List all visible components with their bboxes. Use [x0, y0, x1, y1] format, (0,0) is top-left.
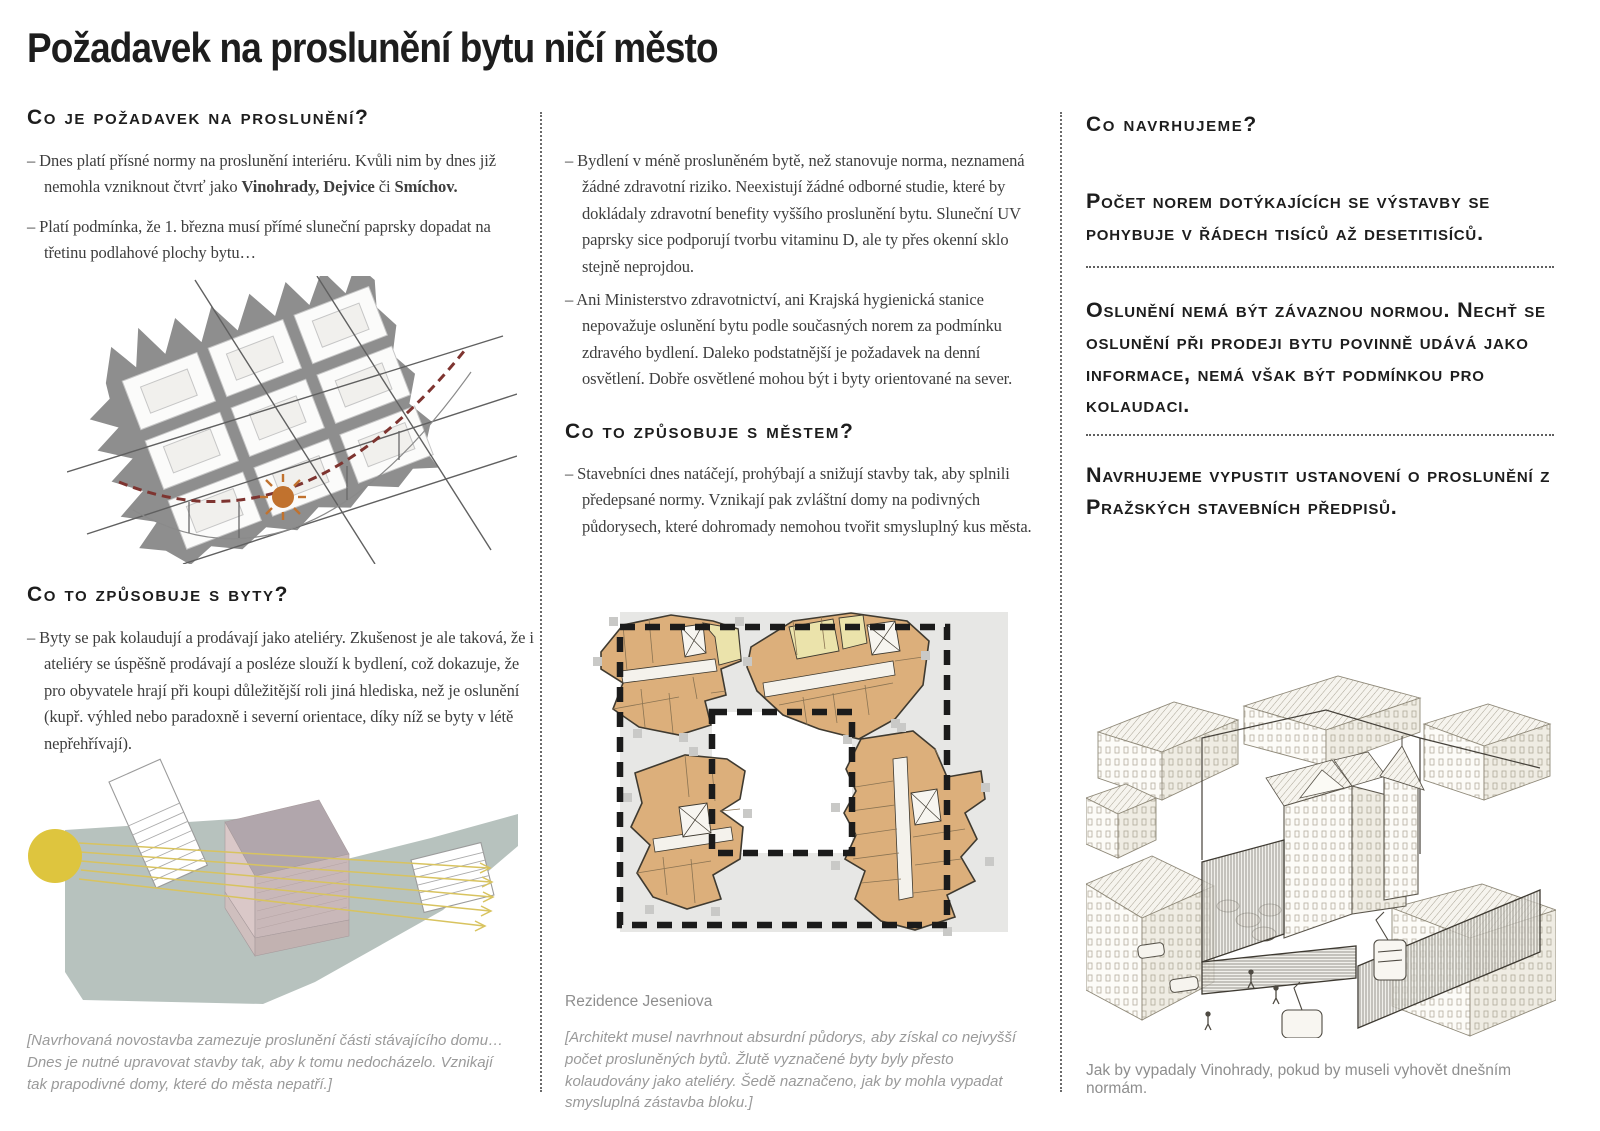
statement-not-binding: Oslunění nemá být závaznou normou. Nechť se oslunění při prodeji bytu povinně udává jako informace, nemá však být podmínkou pro kolaudaci. — [1086, 298, 1546, 418]
figure-caption-vinohrady: Jak by vypadaly Vinohrady, pokud by museli vyhovět dnešním normám. — [1086, 1062, 1512, 1097]
statement-divider — [1086, 434, 1554, 436]
column-proposal — [1086, 0, 1556, 1131]
paragraph-norms — [27, 148, 536, 201]
sun-path-diagram-svg — [67, 276, 517, 564]
paragraph-health: – Bydlení v méně prosluněném bytě, než stanovuje norma, neznamená žádné zdravotní riziko. Neexistují žádné odborné studie, které by dokládaly zdravotní benefity vyššího proslunění bytu. Sluneční UV paprsky sice podporují tvorbu vitaminu D, ale ty přes okenní sklo stejně neprojdou. — [565, 151, 1025, 276]
cage-wall-left — [1202, 840, 1284, 962]
page-title: Požadavek na proslunění bytu ničí město — [27, 24, 718, 71]
floor-plan-svg — [593, 597, 1013, 942]
paragraph-text: – Dnes platí přísné normy na proslunění interiéru. Kvůli nim by dnes již nemohla vzniknout čtvrť jako — [27, 151, 496, 197]
blocking-building — [225, 800, 349, 956]
sun-icon — [28, 829, 82, 883]
column-health-and-city — [565, 0, 1032, 1131]
figure-caption-floorplan: [Architekt musel navrhnout absurdní půdorys, aby získal co nejvyšší počet prosluněných bytů. Žlutě vyznačené byty byly přesto kolaudovány jako ateliéry. Šedě naznačeno, jak by mohla vypadat smysluplná zástavba bloku.] — [565, 1029, 1017, 1112]
paragraph-ateliers: – Byty se pak kolaudují a prodávají jako ateliéry. Zkušenost je ale taková, že i ateliéry se úspěšně prodávají a posléze slouží k bydlení, což dokazuje, že pro obyvatele hrají při koupi důležitější roli jiná hlediska, než je oslunění (kupř. výhled nebo paradoxně i severní orientace, díky níž se byty v létě nepřehřívají). — [27, 628, 534, 753]
column-what-is-requirement — [27, 0, 534, 1131]
column-divider-right — [1060, 112, 1062, 1092]
paragraph-builders: – Stavebníci dnes natáčejí, prohýbají a snižují stavby tak, aby splnili předepsané normy. Vznikají pak zvláštní domy na podivných půdorysech, které dohromady nemohou tvořit smysluplný kus města. — [565, 464, 1032, 536]
statement-norm-count: Počet norem dotýkajících se výstavby se pohybuje v řádech tisíců až desetitisíců. — [1086, 189, 1491, 245]
column-divider-left — [540, 112, 542, 1092]
section-heading-flats: Co to způsobuje s byty? — [27, 583, 290, 606]
section-heading-city: Co to způsobuje s městem? — [565, 420, 855, 443]
tram-second — [1282, 982, 1322, 1038]
paragraph-text: či — [374, 177, 395, 197]
statement-divider — [1086, 266, 1554, 268]
sun-blocking-diagram-svg — [13, 742, 518, 1014]
sun-path-diagram — [67, 276, 517, 564]
vinohrady-sketch — [1086, 648, 1556, 1038]
vinohrady-sketch-svg — [1086, 648, 1556, 1038]
figure-label-rezidence: Rezidence Jeseniova — [565, 993, 713, 1010]
atelier-yellow — [839, 615, 867, 649]
figure-caption-newbuild: [Navrhovaná novostavba zamezuje proslunění části stávajícího domu… Dnes je nutné upravovat stavby tak, aby k tomu nedocházelo. Vznikají tak prapodivné domy, které do města nepatří.] — [27, 1032, 504, 1093]
section-heading-requirement: Co je požadavek na proslunění? — [27, 106, 370, 129]
statement-remove-provision: Navrhujeme vypustit ustanovení o proslunění z Pražských stavebních předpisů. — [1086, 463, 1551, 519]
paragraph-condition: – Platí podmínka, že 1. března musí přímé sluneční paprsky dopadat na třetinu podlahové plochy bytu… — [27, 217, 491, 263]
section-heading-proposal: Co navrhujeme? — [1086, 113, 1258, 136]
bold-district: Smíchov. — [394, 177, 458, 197]
paragraph-ministry: – Ani Ministerstvo zdravotnictví, ani Krajská hygienická stanice nepovažuje oslunění bytu podle současných norem za podmínku zdravého bydlení. Daleko podstatnější je požadavek na denní osvětlení. Dobře osvětlené mohou být i byty orientované na sever. — [565, 290, 1013, 389]
sun-icon — [260, 474, 306, 520]
sun-blocking-diagram — [13, 742, 518, 1014]
bold-districts: Vinohrady, Dejvice — [241, 177, 375, 197]
floor-plan-diagram — [593, 597, 1013, 942]
